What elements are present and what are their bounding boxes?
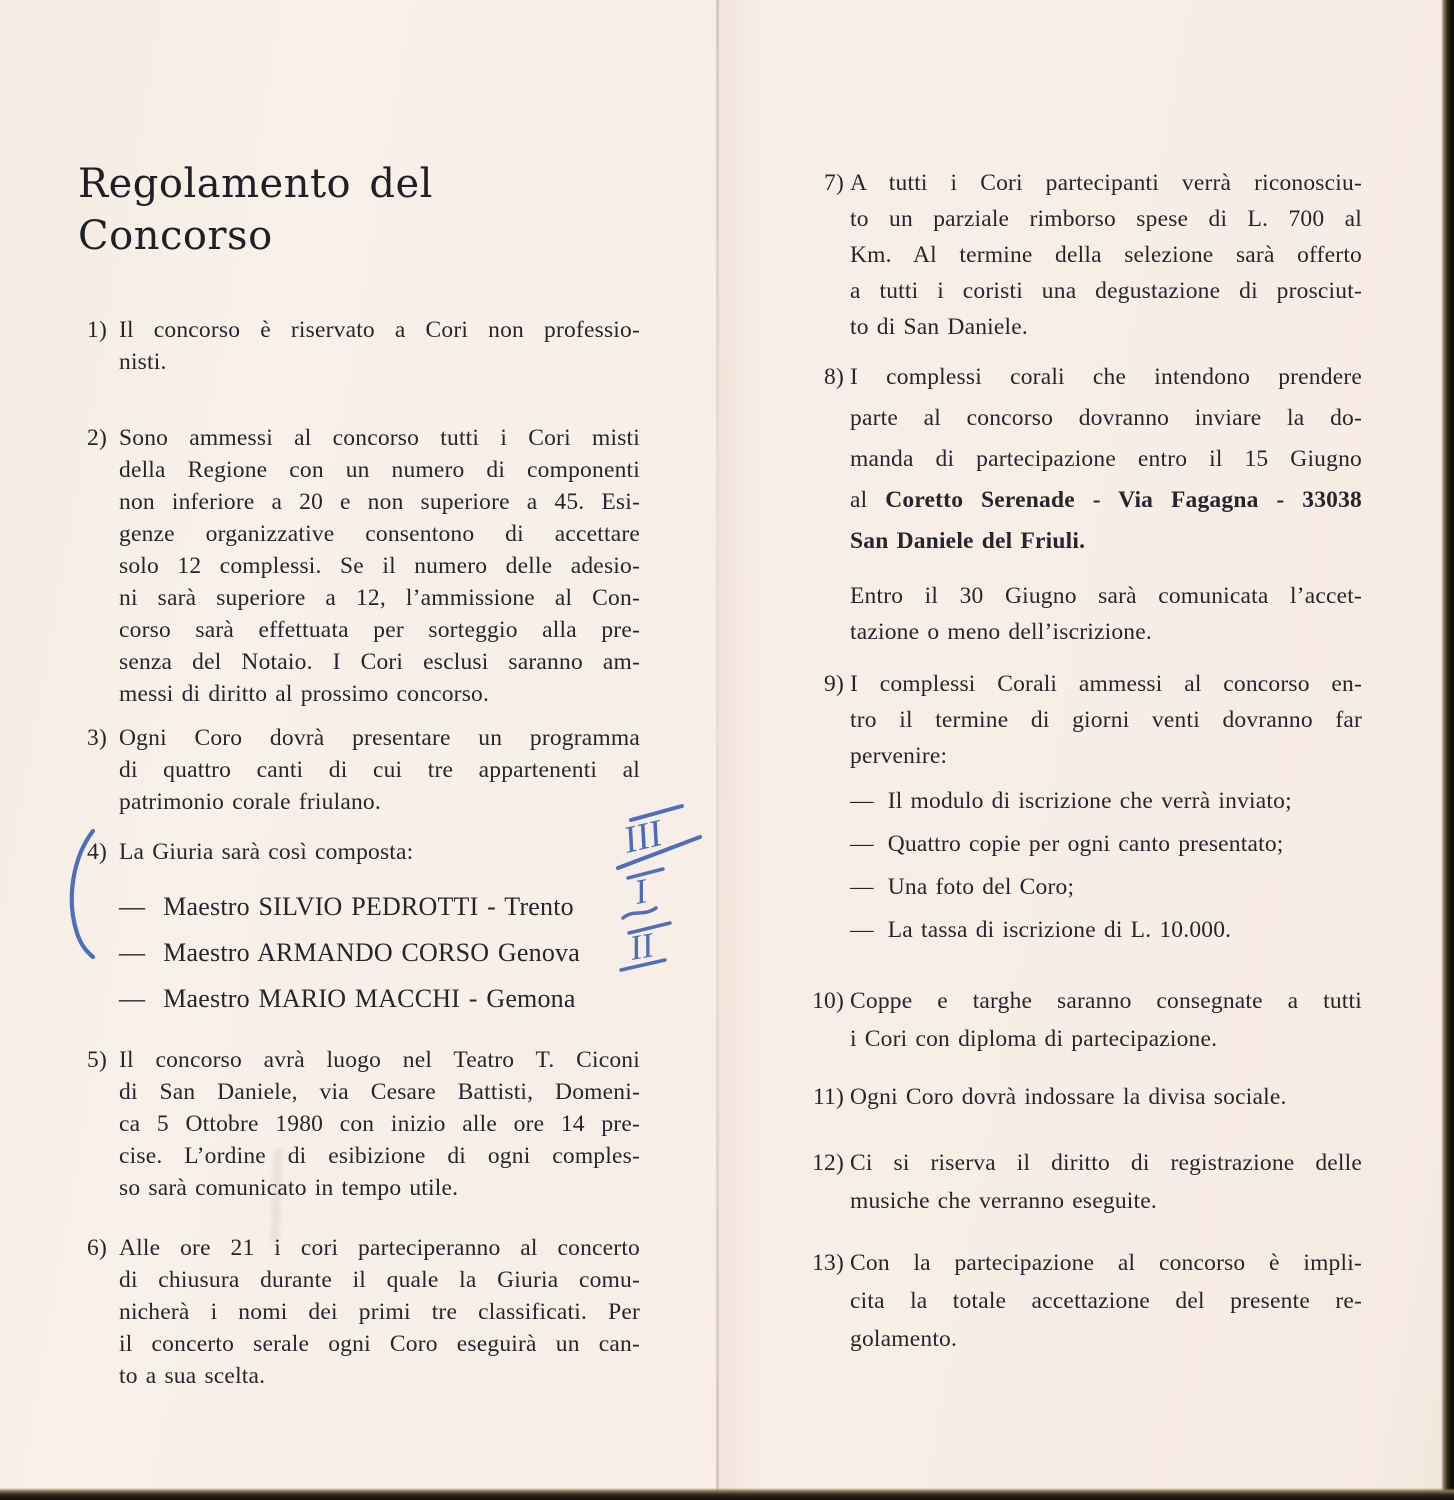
text-line: di San Daniele, via Cesare Battisti, Domeni- [119, 1079, 640, 1105]
item-number: 3) [87, 725, 107, 751]
rule-item-13 [812, 1244, 1362, 1358]
dash-icon: — [119, 938, 146, 967]
dash-icon: — [850, 788, 874, 814]
text-line: i Cori con diploma di partecipazione. [850, 1026, 1218, 1052]
text-line: di quattro canti di cui tre appartenenti al [119, 757, 640, 783]
item-number: 2) [87, 425, 107, 451]
dash-icon: — [850, 831, 874, 857]
rule-item-11 [812, 1078, 1362, 1116]
dash-icon: — [850, 917, 874, 943]
item-text [119, 422, 640, 710]
item-number: 4) [87, 839, 107, 865]
rule-item-1 [72, 314, 640, 378]
item-text [850, 666, 1362, 956]
rule-item-2 [72, 422, 640, 710]
text-line: Il concorso è riservato a Cori non professio- [119, 317, 640, 343]
right-column [812, 0, 1362, 1358]
item-text [850, 165, 1362, 345]
text-line: Il concorso avrà luogo nel Teatro T. Ciconi [119, 1047, 640, 1073]
rule-item-12 [812, 1144, 1362, 1220]
text-line: non inferiore a 20 e non superiore a 45. Esi- [119, 489, 640, 515]
dash-item-text: Maestro SILVIO PEDROTTI - Trento [163, 892, 574, 921]
right-rules-list [812, 165, 1362, 1358]
text-line: ni sarà superiore a 12, l’ammissione al Con- [119, 585, 640, 611]
page-title: Regolamento del Concorso [78, 161, 433, 259]
text-line: corso sarà effettuata per sorteggio alla pre- [119, 617, 640, 643]
item-text [119, 1232, 640, 1392]
dash-item-text: Quattro copie per ogni canto presentato; [887, 831, 1284, 857]
dash-item-text: Maestro ARMANDO CORSO Genova [163, 938, 580, 967]
text-line: Km. Al termine della selezione sarà offerto [850, 242, 1362, 268]
dash-item-text: Il modulo di iscrizione che verrà inviato; [887, 788, 1292, 814]
text-line [850, 480, 1362, 521]
text-line: solo 12 complessi. Se il numero delle adesio- [119, 553, 640, 579]
text-line: Ogni Coro dovrà indossare la divisa sociale. [850, 1084, 1287, 1110]
item-number: 10) [812, 988, 844, 1014]
rule-item-6 [72, 1232, 640, 1392]
item-text [119, 722, 640, 818]
item-number: 9) [824, 671, 844, 697]
dash-list-item [850, 827, 1362, 861]
text-line: to un parziale rimborso spese di L. 700 al [850, 206, 1362, 232]
text-line: il concerto serale ogni Coro eseguirà un can- [119, 1331, 640, 1357]
dash-icon: — [850, 874, 874, 900]
text-line: patrimonio corale friulano. [119, 789, 381, 815]
text-line: I complessi corali che intendono prendere [850, 364, 1362, 390]
item-number: 5) [87, 1047, 107, 1073]
text-line: nisti. [119, 349, 167, 375]
sub-paragraph [850, 578, 1362, 650]
rule-item-5 [72, 1044, 640, 1204]
scan-edge-bottom [0, 1488, 1454, 1500]
text-line: Entro il 30 Giugno sarà comunicata l’accet- [850, 583, 1362, 609]
text-line: ca 5 Ottobre 1980 con inizio alle ore 14 pre- [119, 1111, 640, 1137]
dash-item-text: Una foto del Coro; [887, 874, 1075, 900]
item-text [850, 1144, 1362, 1220]
text-line: a tutti i coristi una degustazione di prosciut- [850, 278, 1362, 304]
dash-icon: — [119, 892, 146, 921]
rule-item-9 [812, 666, 1362, 956]
text-line: I complessi Corali ammessi al concorso en- [850, 671, 1362, 697]
handwritten-numeral-iii: III [619, 812, 667, 862]
rule-item-8 [812, 357, 1362, 650]
dash-list-item [850, 913, 1362, 947]
dash-list [119, 884, 640, 1022]
text-line: Ci si riserva il diritto di registrazione delle [850, 1150, 1362, 1176]
dash-list [850, 784, 1362, 947]
item-number: 13) [812, 1250, 844, 1276]
text-line: di chiusura durante il quale la Giuria comu- [119, 1267, 640, 1293]
item-text [119, 1044, 640, 1204]
dash-list-item [119, 884, 640, 930]
text-line: tro il termine di giorni venti dovranno far [850, 707, 1362, 733]
item-number: 7) [824, 170, 844, 196]
item-text [850, 1078, 1362, 1116]
item-text [850, 982, 1362, 1058]
item-number: 12) [812, 1150, 844, 1176]
left-rules-list [72, 314, 640, 1392]
text-line: tazione o meno dell’iscrizione. [850, 619, 1152, 645]
text-line: parte al concorso dovranno inviare la do- [850, 405, 1362, 431]
rule-item-3 [72, 722, 640, 818]
text-line: cita la totale accettazione del presente re- [850, 1288, 1362, 1314]
text-segment: San Daniele del Friuli. [850, 528, 1086, 554]
handwritten-numeral-i: I [631, 871, 650, 912]
text-line: Coppe e targhe saranno consegnate a tutti [850, 988, 1362, 1014]
fold-shadow [719, 0, 761, 1500]
dash-item-text: Maestro MARIO MACCHI - Gemona [163, 984, 576, 1013]
text-line: to a sua scelta. [119, 1363, 266, 1389]
text-line: genze organizzative consentono di accettare [119, 521, 640, 547]
item-number: 6) [87, 1235, 107, 1261]
handwritten-numeral-ii: II [626, 925, 657, 968]
text-line: La Giuria sarà così composta: [119, 839, 414, 865]
item-text [119, 836, 640, 1022]
text-line: musiche che verranno eseguite. [850, 1188, 1157, 1214]
dash-list-item [119, 976, 640, 1022]
dash-icon: — [119, 984, 146, 1013]
text-line: so sarà comunicato in tempo utile. [119, 1175, 459, 1201]
text-line: Alle ore 21 i cori parteciperanno al concerto [119, 1235, 640, 1261]
text-line: golamento. [850, 1326, 958, 1352]
scan-edge-right [1441, 0, 1454, 1500]
text-line: messi di diritto al prossimo concorso. [119, 681, 490, 707]
text-line: pervenire: [850, 743, 948, 769]
item-text [119, 314, 640, 378]
rule-item-10 [812, 982, 1362, 1058]
rule-item-4 [72, 836, 640, 1022]
text-segment: al [850, 487, 886, 513]
rule-item-7 [812, 165, 1362, 345]
item-text [850, 1244, 1362, 1358]
text-segment: Coretto Serenade - Via Fagagna - 33038 [885, 487, 1362, 513]
text-line: manda di partecipazione entro il 15 Giugno [850, 446, 1362, 472]
text-line: A tutti i Cori partecipanti verrà riconosciu- [850, 170, 1362, 196]
dash-item-text: La tassa di iscrizione di L. 10.000. [887, 917, 1232, 943]
dash-list-item [119, 930, 640, 976]
dash-list-item [850, 870, 1362, 904]
text-line: to di San Daniele. [850, 314, 1028, 340]
item-text [850, 357, 1362, 650]
text-line [850, 521, 1362, 562]
left-column [72, 0, 640, 1392]
item-number: 8) [824, 364, 844, 390]
text-line: nicherà i nomi dei primi tre classificati. Per [119, 1299, 640, 1325]
text-line: Con la partecipazione al concorso è impli- [850, 1250, 1362, 1276]
text-line: cise. L’ordine di esibizione di ogni comples- [119, 1143, 640, 1169]
dash-list-item [850, 784, 1362, 818]
text-line: Ogni Coro dovrà presentare un programma [119, 725, 640, 751]
item-number: 11) [812, 1084, 844, 1110]
item-number: 1) [87, 317, 107, 343]
text-line: Sono ammessi al concorso tutti i Cori misti [119, 425, 640, 451]
text-line: senza del Notaio. I Cori esclusi saranno am- [119, 649, 640, 675]
text-line: della Regione con un numero di componenti [119, 457, 640, 483]
